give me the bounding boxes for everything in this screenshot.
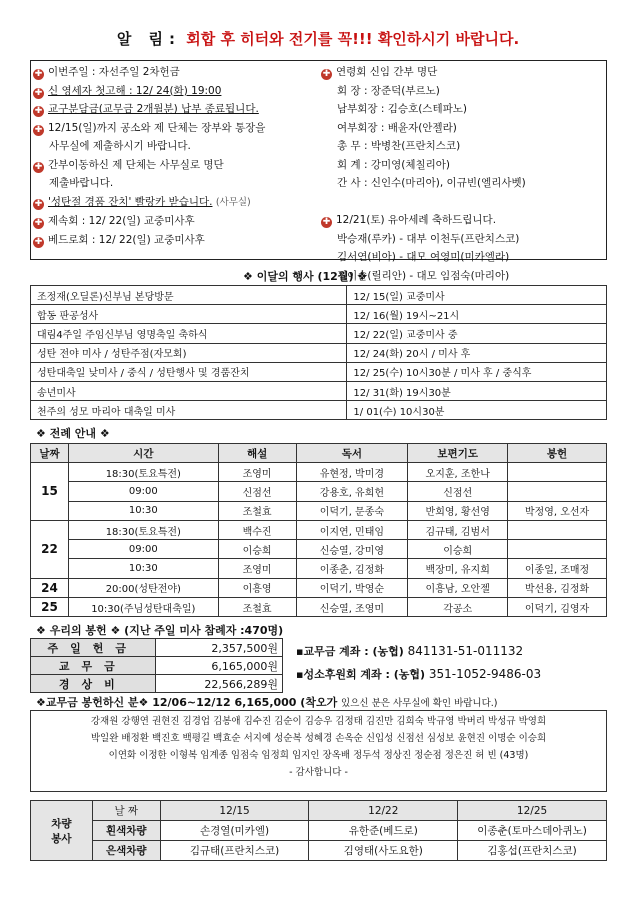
- liturgy-commentary: 조철효: [218, 501, 296, 520]
- notice-right-text: 총 무 : 박병찬(프란치스코): [337, 140, 461, 152]
- notice-right-text: 김서연(비아) - 대모 여영미(미카엘라): [337, 251, 510, 263]
- car-header-row: [31, 801, 607, 821]
- cross-icon: ✚: [34, 236, 43, 247]
- car-label: 은색차량: [92, 841, 160, 861]
- cross-icon: ✚: [34, 218, 43, 228]
- notice-right-text: 김이솔(릴리안) - 대모 임점숙(마리아): [337, 269, 510, 282]
- liturgy-reading: 이종춘, 김정화: [296, 559, 408, 578]
- liturgy-header: 해설: [218, 444, 296, 463]
- liturgy-time: 18:30(토요특전): [68, 520, 218, 539]
- notice-right-line: [321, 63, 606, 82]
- account-vocation-number: 351-1052-9486-03: [428, 667, 542, 681]
- car-title-part: 봉사: [51, 832, 72, 845]
- liturgy-day: 24: [31, 578, 69, 597]
- liturgy-offering: [508, 520, 607, 539]
- liturgy-commentary: 조철효: [218, 598, 296, 617]
- liturgy-table: [30, 443, 607, 617]
- liturgy-day: 15: [31, 463, 69, 521]
- liturgy-row: [31, 540, 607, 559]
- notice-left-column: [33, 63, 323, 249]
- liturgy-reading: 이덕기, 박영순: [296, 578, 408, 597]
- liturgy-prayer: 반희영, 황선영: [408, 501, 508, 520]
- offering-table: [30, 638, 283, 693]
- car-row: [31, 821, 607, 841]
- liturgy-time: 18:30(토요특전): [68, 463, 218, 482]
- liturgy-row: [31, 559, 607, 578]
- notice-right-text: [321, 196, 324, 208]
- notice-left-text: 베드로회 : 12/ 22(일) 교중미사후: [48, 233, 205, 246]
- notice-left-text: 교구분담금(교무금 2개월분) 납부 종료됩니다.: [48, 103, 259, 115]
- car-header: 날 짜: [92, 801, 160, 821]
- cross-icon: ✚: [34, 161, 43, 172]
- account-kyomu-number: 841131-51-011132: [407, 644, 524, 658]
- car-cell: 유한준(베드로): [309, 821, 458, 841]
- cross-icon: ✚: [34, 198, 43, 209]
- donors-heading-note: 있으신 분은 사무실에 확인 바랍니다.): [341, 698, 498, 709]
- donor-line: 이연화 이정한 이형복 임계종 임점숙 임정희 임지인 장옥배 정두석 정상진 정순점 정은진 허 빈 (43명): [108, 750, 529, 761]
- event-row: [31, 362, 607, 381]
- offering-amount: 6,165,000원: [155, 657, 282, 675]
- liturgy-prayer: 백장미, 유지희: [408, 559, 508, 578]
- liturgy-time: 09:00: [68, 540, 218, 559]
- liturgy-commentary: 이승희: [218, 540, 296, 559]
- donor-line: - 감사합니다 -: [289, 767, 348, 778]
- cross-icon: ✚: [34, 87, 43, 98]
- notice-left-text: 사무실에 제출하시기 바랍니다.: [49, 140, 191, 152]
- event-name: 천주의 성모 마리아 대축일 미사: [31, 401, 347, 420]
- notice-right-text: 박승재(루카) - 대부 이천두(프란치스코): [337, 232, 520, 245]
- liturgy-reading: 이지연, 민태임: [296, 520, 408, 539]
- notice-left-line: [33, 63, 323, 82]
- event-row: [31, 324, 607, 343]
- liturgy-commentary: 이흥영: [218, 578, 296, 597]
- donors-heading: [36, 694, 498, 710]
- car-cell: 이종춘(토마스데아퀴노): [458, 821, 607, 841]
- notice-left-text: 제출바랍니다.: [49, 177, 114, 189]
- notice-right-column: [321, 63, 606, 285]
- donors-list: [30, 710, 607, 792]
- notice-left-text: '성탄절 경품 잔치' 빨랑카 받습니다.: [48, 195, 213, 208]
- event-name: 성탄대축일 낮미사 / 중식 / 성탄행사 및 경품잔치: [31, 362, 347, 381]
- liturgy-row: [31, 520, 607, 539]
- offering-row: [31, 657, 283, 675]
- car-title-part: 차량: [51, 817, 72, 830]
- notice-right-line: [321, 174, 606, 193]
- notice-left-line: [33, 174, 323, 193]
- liturgy-reading: 신승열, 조영미: [296, 598, 408, 617]
- notice-right-line: [321, 119, 606, 138]
- cross-icon: ✚: [34, 69, 43, 79]
- liturgy-reading: 강용호, 유희헌: [296, 482, 408, 501]
- liturgy-header: 보편기도: [408, 444, 508, 463]
- liturgy-header: 독서: [296, 444, 408, 463]
- car-header: 12/25: [458, 801, 607, 821]
- liturgy-row: [31, 463, 607, 482]
- event-when: 12/ 22(일) 교중미사 중: [347, 324, 607, 343]
- liturgy-reading: 이덕기, 문종숙: [296, 501, 408, 520]
- liturgy-header: 날짜: [31, 444, 69, 463]
- event-row: [31, 401, 607, 420]
- notice-left-line: [33, 156, 323, 175]
- offering-amount: 22,566,289원: [155, 675, 282, 693]
- liturgy-prayer: 신점선: [408, 482, 508, 501]
- event-name: 성탄 전야 미사 / 성탄주점(자모회): [31, 343, 347, 362]
- liturgy-reading: 유현정, 박미경: [296, 463, 408, 482]
- liturgy-offering: [508, 463, 607, 482]
- liturgy-time: 10:30(주님성탄대축일): [68, 598, 218, 617]
- page-title: [0, 28, 636, 49]
- notice-left-line: [33, 119, 323, 138]
- notice-left-text: 간부이동하신 제 단체는 사무실로 명단: [48, 158, 224, 171]
- notice-right-line: [321, 248, 606, 267]
- account-vocation: [296, 666, 541, 682]
- offering-amount: 2,357,500원: [155, 639, 282, 657]
- notice-left-line: [33, 82, 323, 101]
- liturgy-row: [31, 501, 607, 520]
- notice-right-text: 남부회장 : 김승호(스테파노): [337, 103, 467, 115]
- liturgy-header: 시간: [68, 444, 218, 463]
- liturgy-time: 09:00: [68, 482, 218, 501]
- liturgy-heading: ❖ 전례 안내 ❖: [36, 427, 110, 440]
- donor-line: 박일완 배정환 백진호 백평길 백효순 서지예 성순복 성혜경 손옥순 신입성 신점선 심성보 윤현진 이명순 이승희: [90, 733, 547, 744]
- notice-right-text: 여부회장 : 배윤자(안젤라): [337, 121, 457, 134]
- liturgy-commentary: 신점선: [218, 482, 296, 501]
- car-header: 12/15: [160, 801, 309, 821]
- liturgy-commentary: 백수진: [218, 520, 296, 539]
- donor-line: 강재원 강행연 권현진 김경업 김봉애 김수진 김순이 김승우 김정태 김진만 김희숙 박규영 박버리 박성규 박영희: [90, 716, 547, 727]
- account-kyomu-label: ▪교무금 계좌 : (농협): [296, 645, 404, 658]
- notice-left-text: 제속회 : 12/ 22(일) 교중미사후: [48, 215, 195, 227]
- liturgy-prayer: 이흥남, 오안젤: [408, 578, 508, 597]
- notice-left-line: [33, 137, 323, 156]
- liturgy-offering: 이덕기, 김영자: [508, 598, 607, 617]
- notice-right-text: 회 장 : 장준덕(부르노): [337, 84, 440, 97]
- notice-left-line: [33, 231, 323, 250]
- car-cell: 손경열(미카엘): [160, 821, 309, 841]
- donors-heading-main: ❖교무금 봉헌하신 분❖ 12/06~12/12 6,165,000 (착오가: [36, 696, 338, 709]
- notice-right-text: 회 계 : 강미영(체칠리아): [337, 158, 451, 171]
- notice-right-text: 간 사 : 신인수(마리아), 이규빈(엘리사벳): [337, 177, 526, 189]
- offering-label: 주일헌금: [31, 639, 156, 657]
- car-header: 12/22: [309, 801, 458, 821]
- liturgy-offering: [508, 540, 607, 559]
- offering-heading: ❖ 우리의 봉헌 ❖ (지난 주일 미사 참례자 :470명): [36, 624, 284, 637]
- liturgy-commentary: 조영미: [218, 559, 296, 578]
- liturgy-time: 10:30: [68, 559, 218, 578]
- event-when: 12/ 31(화) 19시30분: [347, 381, 607, 400]
- event-row: [31, 305, 607, 324]
- car-cell: 김규태(프란치스코): [160, 841, 309, 861]
- notice-left-line: [33, 212, 323, 231]
- notice-right-text: 연령회 신임 간부 명단: [336, 66, 438, 78]
- event-row: [31, 286, 607, 305]
- notice-left-text: 이번주일 : 자선주일 2차헌금: [48, 66, 180, 78]
- notice-left-suffix: (사무실): [215, 196, 251, 208]
- event-name: 조정재(오딜론)신부님 본당방문: [31, 286, 347, 305]
- events-table: [30, 285, 607, 420]
- cross-icon: ✚: [34, 106, 43, 116]
- car-cell: 김영태(사도요한): [309, 841, 458, 861]
- liturgy-day: 25: [31, 598, 69, 617]
- liturgy-offering: 박정영, 오선자: [508, 501, 607, 520]
- notice-right-line: [321, 211, 606, 230]
- event-row: [31, 381, 607, 400]
- events-heading: ❖ 이달의 행사 (12월) ❖: [243, 270, 368, 283]
- liturgy-prayer: 각공소: [408, 598, 508, 617]
- notice-left-text: 신 영세자 첫고해 : 12/ 24(화) 19:00: [48, 84, 222, 97]
- account-kyomu: [296, 643, 523, 659]
- notice-left-line: [33, 193, 323, 213]
- event-name: 대림4주일 주임신부님 영명축일 축하식: [31, 324, 347, 343]
- liturgy-offering: 박선용, 김정화: [508, 578, 607, 597]
- liturgy-prayer: 김규태, 김범서: [408, 520, 508, 539]
- event-name: 합동 판공성사: [31, 305, 347, 324]
- liturgy-day: 22: [31, 520, 69, 578]
- liturgy-offering: 이종일, 조매정: [508, 559, 607, 578]
- event-when: 12/ 16(월) 19시~21시: [347, 305, 607, 324]
- car-service-table: [30, 800, 607, 861]
- liturgy-prayer: 이승희: [408, 540, 508, 559]
- cross-icon: ✚: [34, 124, 43, 135]
- offering-label: 교무금: [31, 657, 156, 675]
- notice-left-line: [33, 100, 323, 119]
- offering-row: [31, 675, 283, 693]
- notice-right-line: [321, 230, 606, 249]
- liturgy-prayer: 오지훈, 조한나: [408, 463, 508, 482]
- liturgy-offering: [508, 482, 607, 501]
- liturgy-row: [31, 598, 607, 617]
- event-when: 12/ 24(화) 20시 / 미사 후: [347, 343, 607, 362]
- liturgy-row: [31, 578, 607, 597]
- liturgy-commentary: 조영미: [218, 463, 296, 482]
- notice-right-line: [321, 193, 606, 212]
- offering-row: [31, 639, 283, 657]
- notice-right-text: 12/21(토) 유아세례 축하드립니다.: [336, 214, 497, 226]
- liturgy-row: [31, 482, 607, 501]
- notice-right-line: [321, 137, 606, 156]
- account-vocation-label: ▪성소후원회 계좌 : (농협): [296, 668, 426, 681]
- cross-icon: ✚: [322, 217, 331, 227]
- title-label: 알 림:: [116, 30, 182, 48]
- notice-left-text: 12/15(일)까지 공소와 제 단체는 장부와 통장을: [48, 121, 266, 134]
- event-when: 1/ 01(수) 10시30분: [347, 401, 607, 420]
- event-when: 12/ 15(일) 교중미사: [347, 286, 607, 305]
- notice-right-line: [321, 100, 606, 119]
- notice-right-line: [321, 82, 606, 101]
- event-when: 12/ 25(수) 10시30분 / 미사 후 / 중식후: [347, 362, 607, 381]
- liturgy-time: 10:30: [68, 501, 218, 520]
- cross-icon: ✚: [322, 69, 331, 79]
- car-service-title: [31, 801, 93, 861]
- car-cell: 김홍섭(프란치스코): [458, 841, 607, 861]
- notice-right-line: [321, 156, 606, 175]
- liturgy-reading: 신승열, 강미영: [296, 540, 408, 559]
- title-message: 회합 후 히터와 전기를 꼭!!! 확인하시기 바랍니다.: [186, 30, 520, 48]
- car-label: 흰색차량: [92, 821, 160, 841]
- event-row: [31, 343, 607, 362]
- offering-label: 경상비: [31, 675, 156, 693]
- car-row: [31, 841, 607, 861]
- event-name: 송년미사: [31, 381, 347, 400]
- liturgy-header: 봉헌: [508, 444, 607, 463]
- liturgy-time: 20:00(성탄전야): [68, 578, 218, 597]
